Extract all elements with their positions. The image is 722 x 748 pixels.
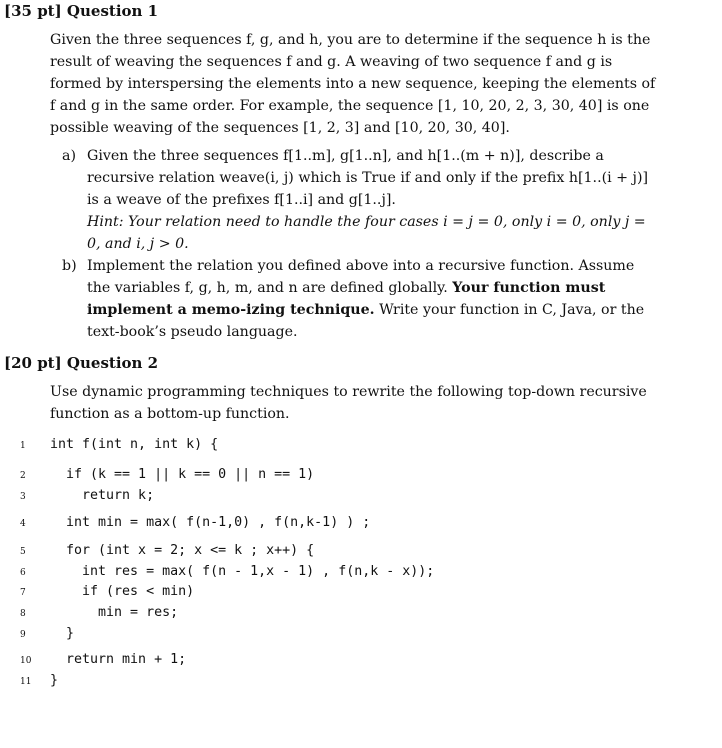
question-1-intro-text: Given the three sequences f, g, and h, you are to determine if the sequence h is the result of weaving the sequences f and g. A weaving of two sequence f and g is formed by interspersing the elements into a new sequence, keeping the elements of f and g in the same order. For example, the sequence [1, 10, 20, 2, 3, 30, 40] is one possible weaving of the sequences [1, 2, 3] and [10, 20, 30, 40]. xyxy=(50,32,656,136)
code-line xyxy=(0,672,722,692)
line-number: 7 xyxy=(20,588,26,598)
code-text: int min = max( f(n-1,0) , f(n,k-1) ) ; xyxy=(50,515,371,530)
question-2-header: [20 pt] Question 2 xyxy=(4,354,159,372)
question-1-intro xyxy=(50,29,656,139)
line-number: 5 xyxy=(20,547,26,557)
code-text: } xyxy=(50,673,59,688)
line-number: 11 xyxy=(20,677,32,687)
line-number: 10 xyxy=(20,656,32,666)
part-b-bold: Your function must implement a memo-izing technique. xyxy=(87,280,606,318)
code-text: return min + 1; xyxy=(50,652,187,667)
code-line xyxy=(0,514,722,534)
line-number: 9 xyxy=(20,630,26,640)
question-1-part-b xyxy=(62,255,656,343)
code-line xyxy=(0,604,722,624)
code-line xyxy=(0,651,722,671)
code-text: for (int x = 2; x <= k ; x++) { xyxy=(50,543,315,558)
part-b-post: Write your function in C, Java, or the text-book’s pseudo language. xyxy=(87,302,645,340)
code-text: int res = max( f(n - 1,x - 1) , f(n,k - x)); xyxy=(50,564,435,579)
code-text: min = res; xyxy=(50,605,179,620)
code-text: if (res < min) xyxy=(50,584,195,599)
code-line xyxy=(0,563,722,583)
code-text: int f(int n, int k) { xyxy=(50,437,219,452)
part-b-pre: Implement the relation you defined above into a recursive function. Assume the variables f, g, h, m, and n are defined globally. xyxy=(87,258,635,296)
part-b-label: b) xyxy=(62,258,77,274)
code-text: if (k == 1 || k == 0 || n == 1) xyxy=(50,467,315,482)
code-line xyxy=(0,542,722,562)
code-line xyxy=(0,466,722,486)
code-text: } xyxy=(50,626,75,641)
code-line xyxy=(0,625,722,645)
part-a-text: Given the three sequences f[1..m], g[1..n], and h[1..(m + n)], describe a recursive relation weave(i, j) which is True if and only if the prefix h[1..(i + j)] is a weave of the prefixes f[1..i] and g[1..j]. xyxy=(87,148,649,208)
code-line xyxy=(0,583,722,603)
line-number: 8 xyxy=(20,609,26,619)
question-2-intro xyxy=(50,381,656,425)
line-number: 3 xyxy=(20,492,26,502)
part-a-hint: Hint: Your relation need to handle the four cases i = j = 0, only i = 0, only j = 0, and i, j > 0. xyxy=(87,214,646,252)
line-number: 4 xyxy=(20,519,26,529)
code-line xyxy=(0,436,722,456)
code-text: return k; xyxy=(50,488,155,503)
question-1-header: [35 pt] Question 1 xyxy=(4,2,159,20)
code-line xyxy=(0,487,722,507)
line-number: 1 xyxy=(20,441,26,451)
question-1-part-a xyxy=(62,145,656,255)
part-a-label: a) xyxy=(62,148,76,164)
part-b-text xyxy=(87,255,656,343)
question-2-intro-text: Use dynamic programming techniques to rewrite the following top-down recursive function as a bottom-up function. xyxy=(50,384,647,422)
line-number: 6 xyxy=(20,568,26,578)
line-number: 2 xyxy=(20,471,26,481)
